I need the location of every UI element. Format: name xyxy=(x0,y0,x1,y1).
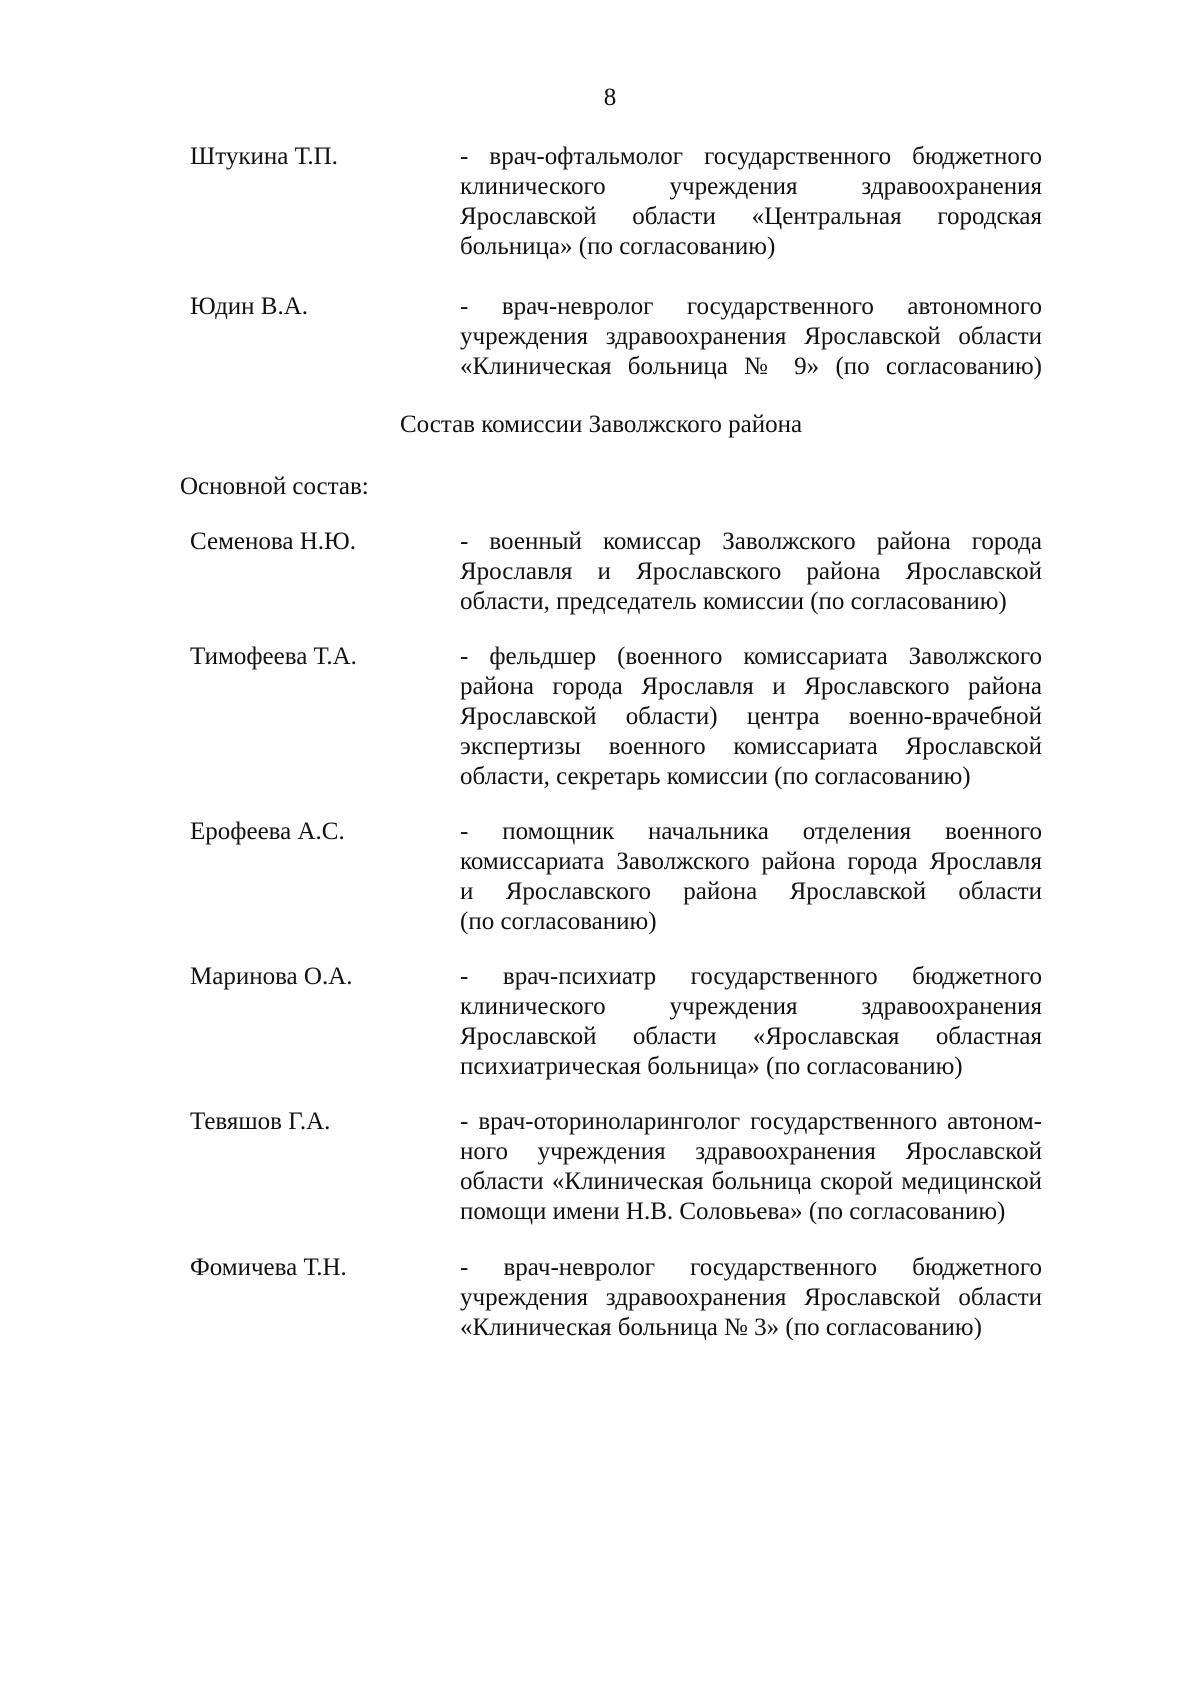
member-name: Тимофеева Т.А. xyxy=(190,643,357,670)
description-line: комиссариата Заволжского района города Ярославля xyxy=(460,848,1042,875)
description-line: психиатрическая больница» (по согласованию) xyxy=(460,1053,963,1080)
member-description xyxy=(460,642,1042,792)
subsection-title: Основной состав: xyxy=(180,473,369,500)
section-title: Состав комиссии Заволжского района xyxy=(400,411,803,438)
description-line: учреждения здравоохранения Ярославской области xyxy=(460,1284,1042,1311)
description-line: - военный комиссар Заволжского района города xyxy=(460,528,1042,555)
description-line: - врач-оториноларинголог государственного автоном- xyxy=(460,1108,1042,1135)
description-line: ного учреждения здравоохранения Ярославской xyxy=(460,1138,1042,1165)
description-line: помощи имени Н.В. Соловьева» (по согласованию) xyxy=(460,1198,1006,1225)
member-name: Тевяшов Г.А. xyxy=(190,1108,331,1135)
description-line: экспертизы военного комиссариата Ярославской xyxy=(460,733,1042,760)
description-line: Ярославской области «Ярославская областная xyxy=(460,1023,1042,1050)
description-line: - помощник начальника отделения военного xyxy=(460,818,1042,845)
member-description xyxy=(460,292,1042,382)
description-line: больница» (по согласованию) xyxy=(460,233,776,260)
description-line: и Ярославского района Ярославской области xyxy=(460,878,1042,905)
description-line: области, председатель комиссии (по согласованию) xyxy=(460,588,1007,615)
description-line: области, секретарь комиссии (по согласованию) xyxy=(460,763,971,790)
description-line: учреждения здравоохранения Ярославской области xyxy=(460,323,1042,350)
member-description xyxy=(460,962,1042,1082)
member-description xyxy=(460,817,1042,937)
description-line: (по согласованию) xyxy=(460,908,657,935)
member-description xyxy=(460,1253,1042,1343)
description-line: Ярославской области) центра военно-врачебной xyxy=(460,703,1042,730)
description-line: области «Клиническая больница скорой медицинской xyxy=(460,1168,1042,1195)
description-line: - врач-офтальмолог государственного бюджетного xyxy=(460,143,1042,170)
description-line: Ярославской области «Центральная городская xyxy=(460,203,1042,230)
member-description xyxy=(460,142,1042,262)
member-name: Ерофеева А.С. xyxy=(190,818,345,845)
description-line: - врач-невролог государственного бюджетного xyxy=(460,1254,1042,1281)
description-line: Ярославля и Ярославского района Ярославской xyxy=(460,558,1042,585)
description-line: - врач-психиатр государственного бюджетного xyxy=(460,963,1042,990)
description-line: - фельдшер (военного комиссариата Заволжского xyxy=(460,643,1042,670)
member-description xyxy=(460,1107,1042,1227)
description-line: района города Ярославля и Ярославского района xyxy=(460,673,1042,700)
member-description xyxy=(460,527,1042,617)
description-line: - врач-невролог государственного автономного xyxy=(460,293,1042,320)
member-name: Маринова О.А. xyxy=(190,963,353,990)
member-name: Штукина Т.П. xyxy=(190,143,338,170)
description-line: «Клиническая больница № 9» (по согласованию) xyxy=(460,353,1042,380)
description-line: клинического учреждения здравоохранения xyxy=(460,993,1042,1020)
member-name: Фомичева Т.Н. xyxy=(190,1254,347,1281)
member-name: Юдин В.А. xyxy=(190,293,309,320)
description-line: клинического учреждения здравоохранения xyxy=(460,173,1042,200)
description-line: «Клиническая больница № 3» (по согласованию) xyxy=(460,1314,982,1341)
page-number: 8 xyxy=(603,84,617,111)
member-name: Семенова Н.Ю. xyxy=(190,528,356,555)
